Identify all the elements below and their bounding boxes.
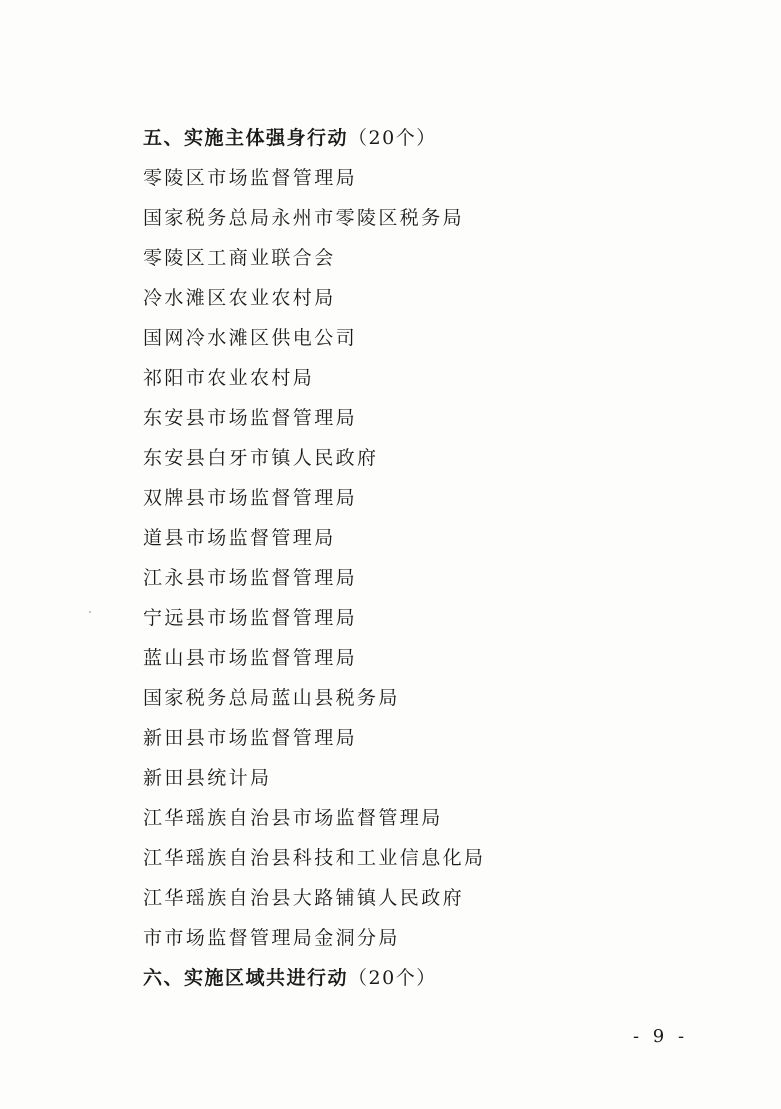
section-five-list [143, 158, 703, 958]
section-five-heading [143, 118, 703, 158]
list-item: 双牌县市场监督管理局 [143, 487, 358, 509]
list-item: 宁远县市场监督管理局 [143, 607, 358, 629]
list-item: 祁阳市农业农村局 [143, 367, 315, 389]
list-item: 国家税务总局永州市零陵区税务局 [143, 207, 465, 229]
list-item: 江华瑶族自治县市场监督管理局 [143, 807, 443, 829]
list-item: 江华瑶族自治县科技和工业信息化局 [143, 847, 486, 869]
scan-speck [89, 611, 91, 613]
list-item: 新田县市场监督管理局 [143, 727, 358, 749]
list-item: 冷水滩区农业农村局 [143, 287, 336, 309]
list-item: 江永县市场监督管理局 [143, 567, 358, 589]
list-item: 新田县统计局 [143, 767, 272, 789]
list-item: 东安县市场监督管理局 [143, 407, 358, 429]
list-item: 国家税务总局蓝山县税务局 [143, 687, 400, 709]
list-item: 国网冷水滩区供电公司 [143, 327, 358, 349]
document-body [143, 118, 703, 998]
page-number: - 9 - [633, 1026, 689, 1047]
section-six-count: （20个） [348, 967, 437, 989]
list-item: 道县市场监督管理局 [143, 527, 336, 549]
list-item: 江华瑶族自治县大路铺镇人民政府 [143, 887, 465, 909]
section-five-title: 五、实施主体强身行动 [143, 127, 349, 149]
section-six-title: 六、实施区域共进行动 [143, 967, 349, 989]
section-six-heading [143, 958, 703, 998]
list-item: 东安县白牙市镇人民政府 [143, 447, 379, 469]
list-item: 市市场监督管理局金洞分局 [143, 927, 400, 949]
section-five-count: （20个） [348, 127, 437, 149]
list-item: 零陵区工商业联合会 [143, 247, 336, 269]
list-item: 蓝山县市场监督管理局 [143, 647, 358, 669]
list-item: 零陵区市场监督管理局 [143, 167, 358, 189]
